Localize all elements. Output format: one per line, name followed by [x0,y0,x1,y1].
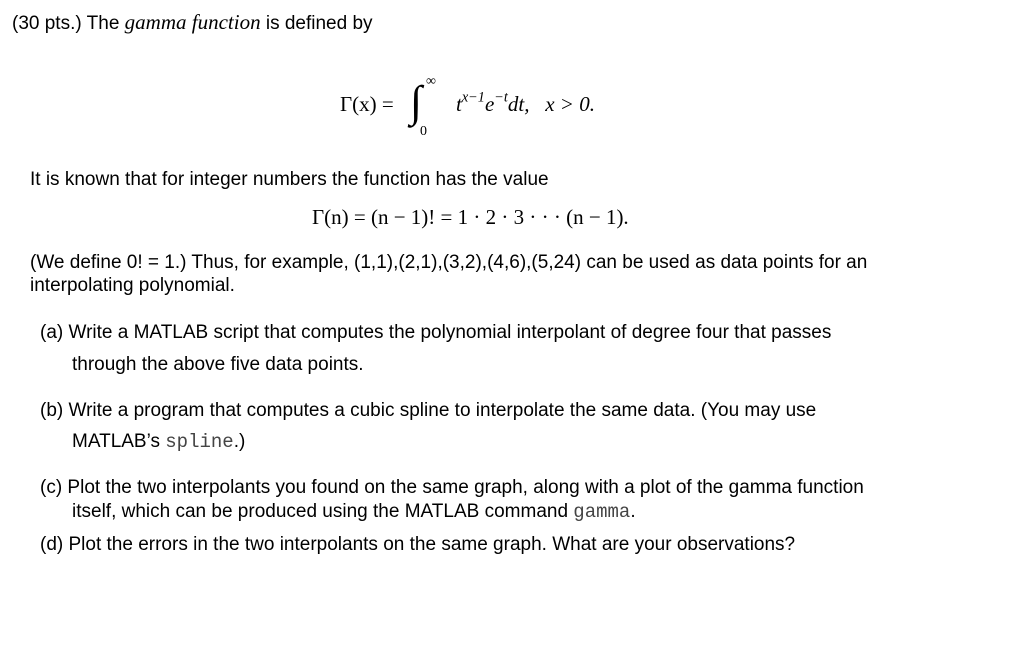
gamma-code: gamma [573,501,631,523]
intro-before: The [86,13,120,34]
part-d-line-1: (d) Plot the errors in the two interpolants on the same graph. What are your observations? [40,534,796,555]
part-c-line-1: (c) Plot the two interpolants you found on the same graph, along with a plot of the gamma function [40,477,864,498]
data-points-line-2: interpolating polynomial. [30,275,235,296]
lower-limit: 0 [420,124,427,139]
part-c-line-2: itself, which can be produced using the MATLAB command gamma. [72,501,636,523]
problem-header [12,10,373,35]
part-b-line-2: MATLAB’s spline.) [72,431,246,453]
part-b-line-1: (b) Write a program that computes a cubic spline to interpolate the same data. (You may use [40,400,817,421]
integral-sign: ∫ [410,77,423,126]
gamma-function-term: gamma function [124,10,261,34]
data-points-line-1: (We define 0! = 1.) Thus, for example, (1,1),(2,1),(3,2),(4,6),(5,24) can be used as data points for an [30,252,868,273]
part-a-line-1: (a) Write a MATLAB script that computes the polynomial interpolant of degree four that passes [40,322,832,343]
part-a-line-2: through the above five data points. [72,354,364,375]
spline-code: spline [165,431,234,453]
known-value-text: It is known that for integer numbers the function has the value [30,169,549,190]
integer-gamma-formula: Γ(n) = (n − 1)! = 1 · 2 · 3 · · · (n − 1). [312,205,629,229]
points-label: (30 pts.) [12,13,82,34]
domain-condition: x > 0. [545,92,595,116]
equation-lhs: Γ(x) = [340,92,394,116]
upper-limit: ∞ [426,74,436,89]
intro-after: is defined by [265,13,373,34]
integrand: $t^{x-1}e^{-t}dt$, x > 0. [456,89,595,116]
